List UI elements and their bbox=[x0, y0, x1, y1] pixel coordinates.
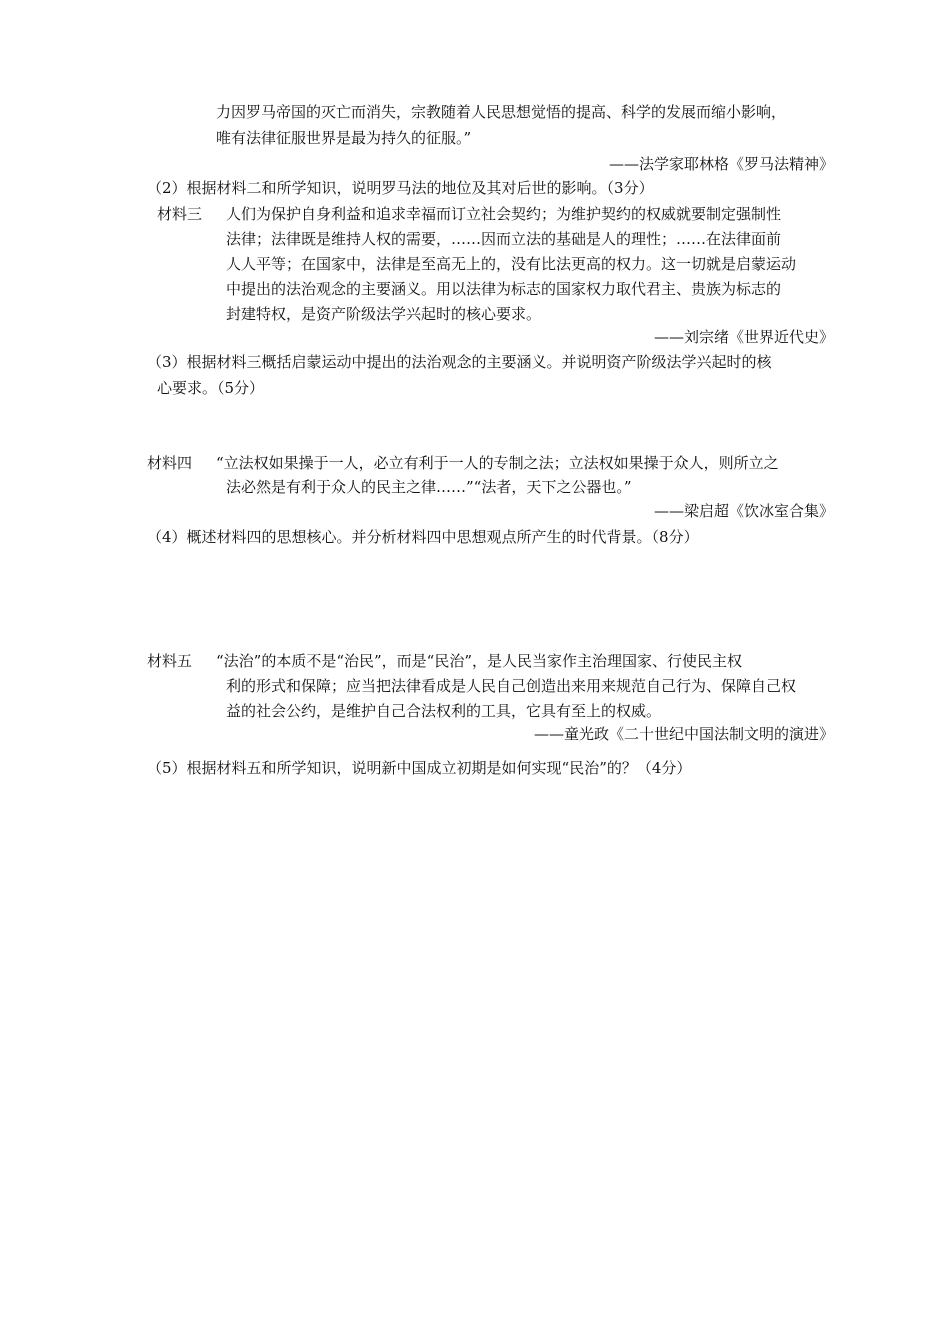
question-3-line1: （3）根据材料三概括启蒙运动中提出的法治观念的主要涵义。并说明资产阶级法学兴起时的核 bbox=[147, 353, 772, 371]
material5-text-line1: “法治”的本质不是“治民”，而是“民治”，是人民当家作主治理国家、行使民主权 bbox=[216, 652, 743, 670]
material2-text-line1: 力因罗马帝国的灭亡而消失，宗教随着人民思想觉悟的提高、科学的发展而缩小影响， bbox=[216, 103, 787, 121]
material3-text-line1: 人们为保护自身利益和追求幸福而订立社会契约；为维护契约的权威就要制定强制性 bbox=[226, 205, 782, 223]
material2-text-line2: 唯有法律征服世界是最为持久的征服。” bbox=[216, 129, 472, 147]
question-5: （5）根据材料五和所学知识，说明新中国成立初期是如何实现“民治”的？（4分） bbox=[147, 759, 692, 777]
material4-text-line1: “立法权如果操于一人，必立有利于一人的专制之法；立法权如果操于众人，则所立之 bbox=[216, 454, 779, 472]
material2-source: ——法学家耶林格《罗马法精神》 bbox=[608, 155, 834, 173]
material5-text-line3: 益的社会公约，是维护自己合法权利的工具，它具有至上的权威。 bbox=[226, 702, 662, 720]
material3-text-line2: 法律；法律既是维持人权的需要，……因而立法的基础是人的理性；……在法律面前 bbox=[226, 230, 782, 248]
question-2: （2）根据材料二和所学知识，说明罗马法的地位及其对后世的影响。（3分） bbox=[147, 179, 654, 197]
material4-source: ——梁启超《饮冰室合集》 bbox=[653, 502, 834, 520]
material4-text-line2: 法必然是有利于众人的民主之律……”“法者，天下之公器也。” bbox=[226, 478, 632, 496]
question-3-line2: 心要求。（5分） bbox=[157, 379, 265, 397]
material5-source: ——童光政《二十世纪中国法制文明的演进》 bbox=[533, 725, 834, 743]
material5-text-line2: 利的形式和保障；应当把法律看成是人民自己创造出来用来规范自己行为、保障自己权 bbox=[226, 677, 797, 695]
material5-label: 材料五 bbox=[147, 652, 193, 670]
material3-label: 材料三 bbox=[157, 205, 203, 223]
material3-text-line3: 人人平等；在国家中，法律是至高无上的，没有比法更高的权力。这一切就是启蒙运动 bbox=[226, 255, 797, 273]
material3-source: ——刘宗绪《世界近代史》 bbox=[653, 328, 834, 346]
material4-label: 材料四 bbox=[147, 454, 193, 472]
material3-text-line5: 封建特权，是资产阶级法学兴起时的核心要求。 bbox=[226, 305, 542, 323]
material3-text-line4: 中提出的法治观念的主要涵义。用以法律为标志的国家权力取代君主、贵族为标志的 bbox=[226, 280, 782, 298]
question-4: （4）概述材料四的思想核心。并分析材料四中思想观点所产生的时代背景。（8分） bbox=[147, 528, 699, 546]
